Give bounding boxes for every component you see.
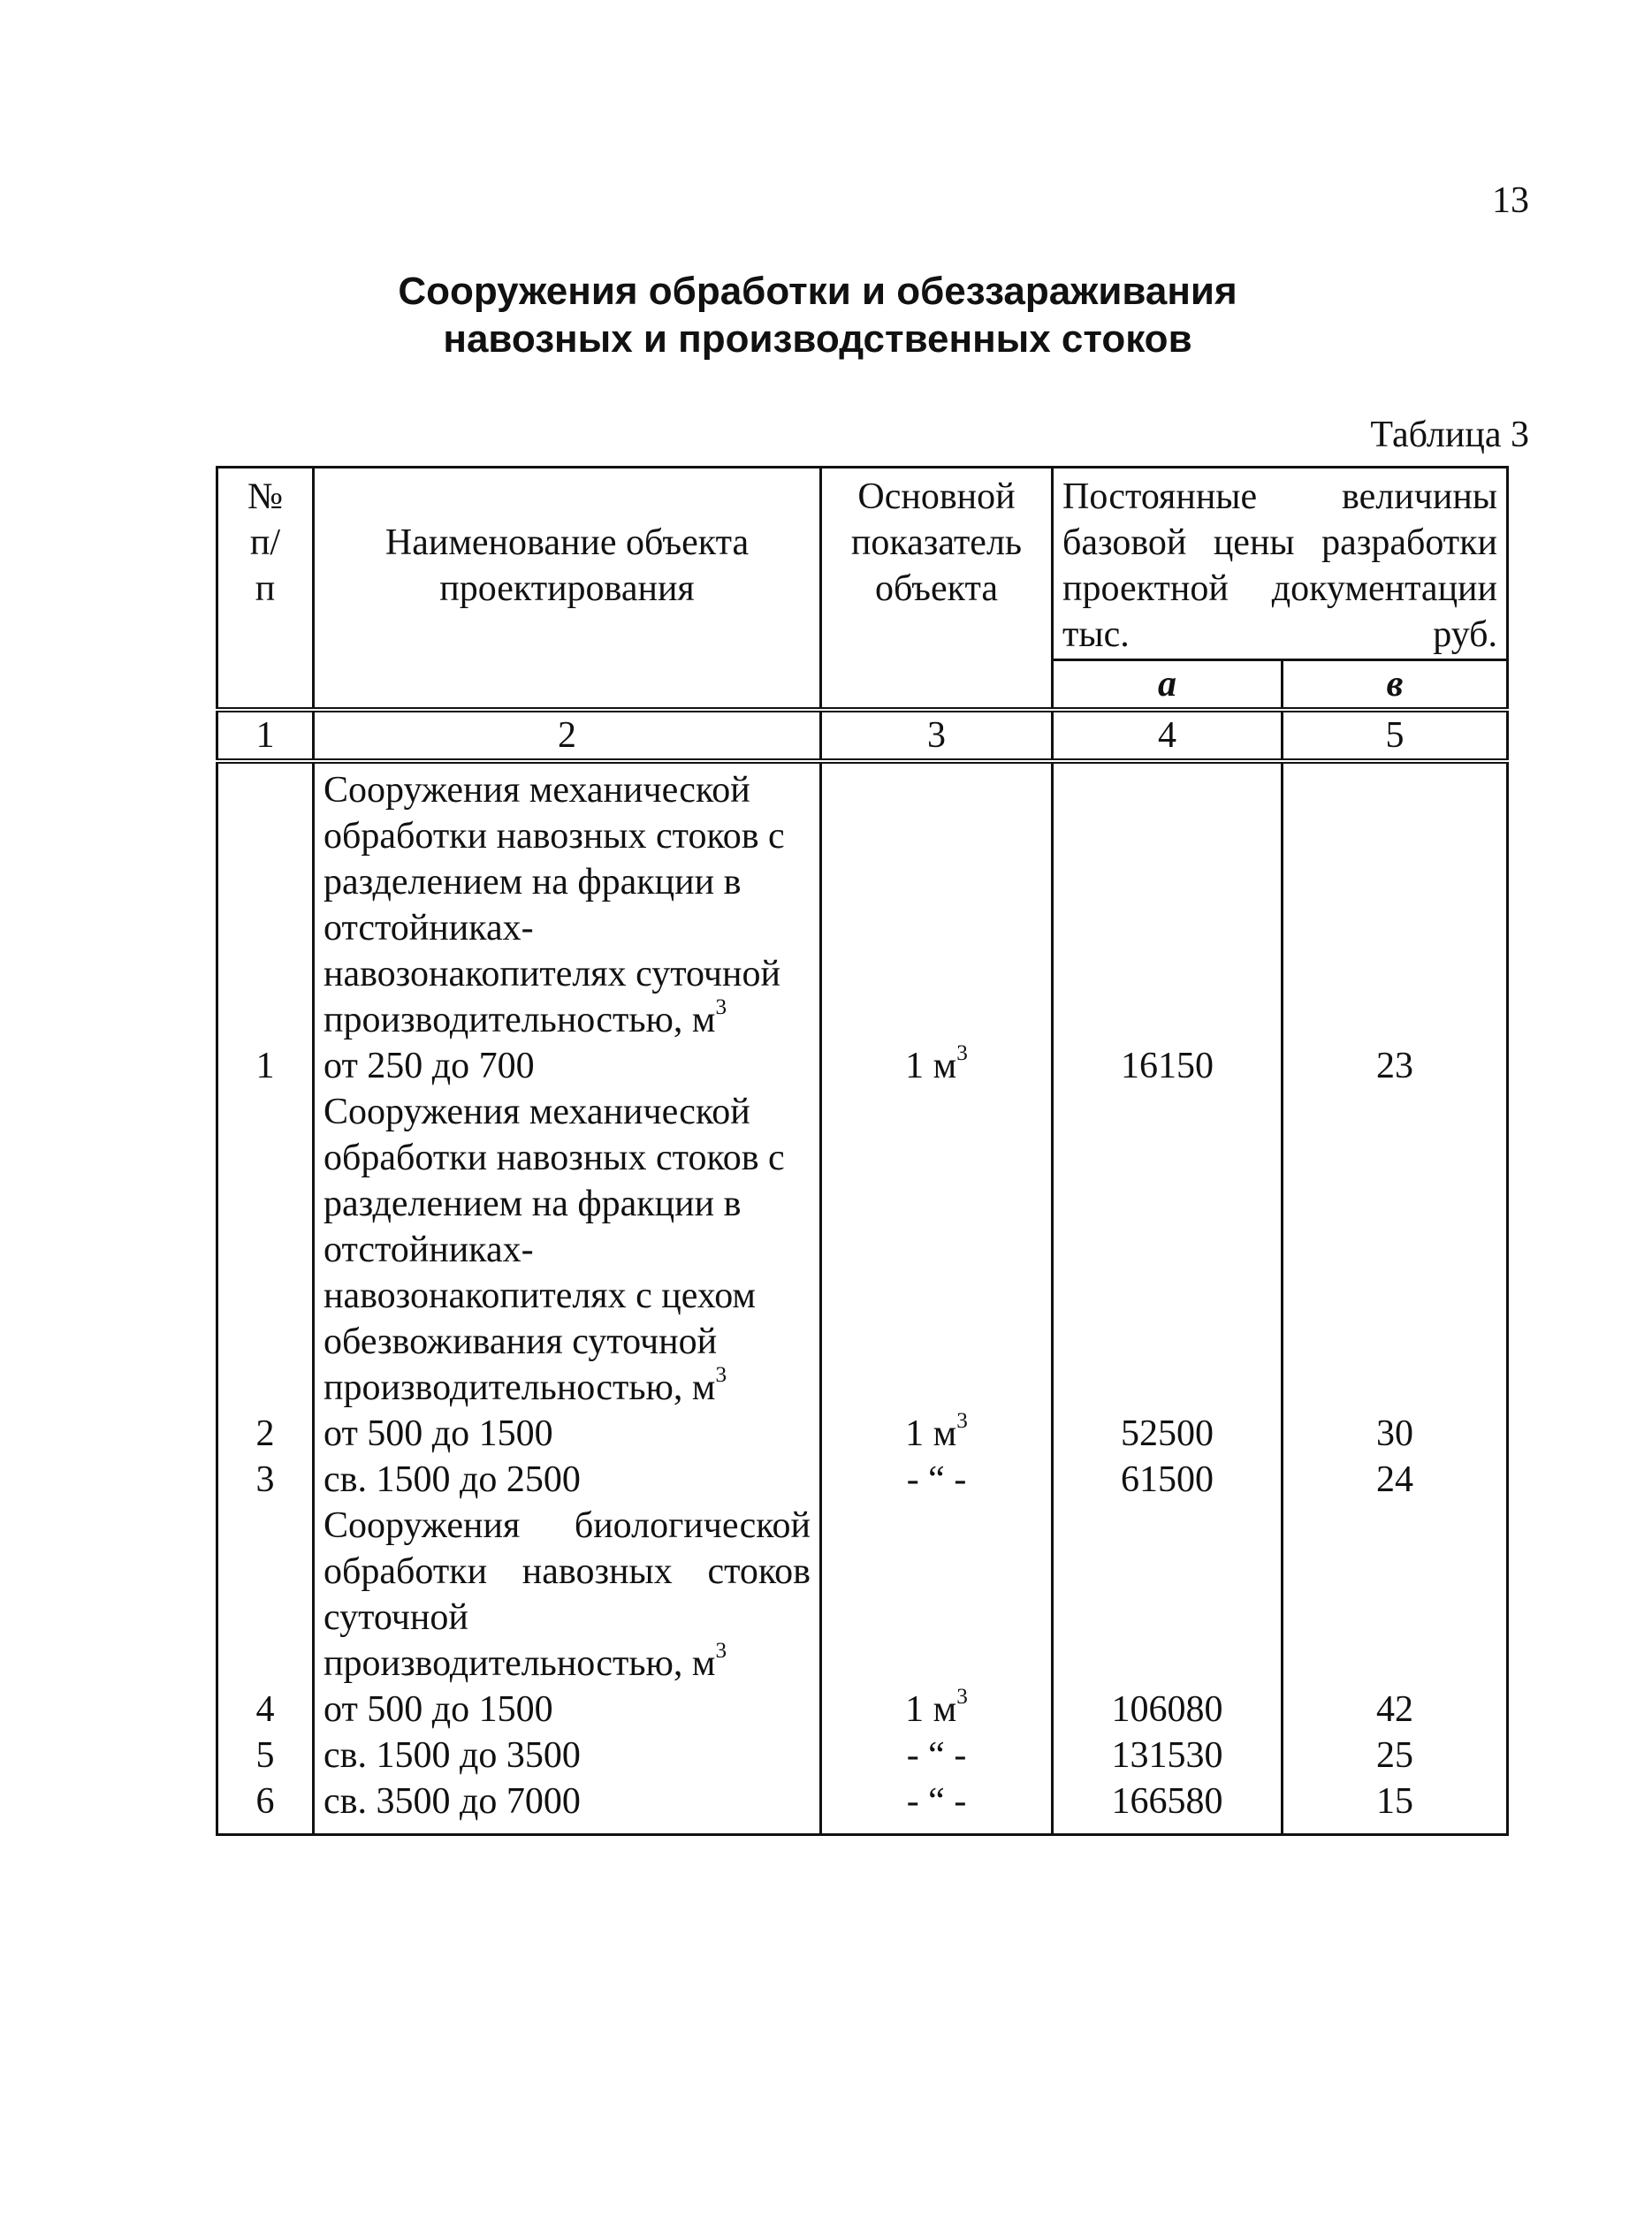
header-base-price: Постоянные величины базовой цены разработки проектной документации тыс. руб. (1053, 468, 1508, 660)
column-number-4: 4 (1053, 710, 1283, 761)
row-number: 5 (217, 1733, 314, 1778)
row-range: от 500 до 1500 (314, 1687, 821, 1733)
document-title (212, 268, 1423, 362)
row-unit: - “ - (821, 1778, 1053, 1835)
row-value-b: 15 (1283, 1778, 1508, 1835)
row-unit: - “ - (821, 1733, 1053, 1778)
row-unit: 1 $м^3$ (821, 1043, 1053, 1089)
header-object-name: Наименование объекта проектирования (314, 468, 821, 711)
header-sub-b: в (1283, 659, 1508, 710)
table-row (217, 1043, 1508, 1089)
table-row (217, 1457, 1508, 1503)
row-value-a: 131530 (1053, 1733, 1283, 1778)
group-description-text: Сооружения биологической обработки навозных стоков суточной производительностью, $м^3$ (324, 1505, 811, 1684)
row-value-a: 166580 (1053, 1778, 1283, 1835)
row-unit: - “ - (821, 1457, 1053, 1503)
row-value-a: 52500 (1053, 1411, 1283, 1457)
group-description (314, 1089, 821, 1411)
row-range: св. 1500 до 3500 (314, 1733, 821, 1778)
row-unit: 1 $м^3$ (821, 1411, 1053, 1457)
row-value-a: 106080 (1053, 1687, 1283, 1733)
price-table (216, 466, 1509, 1836)
row-range: от 250 до 700 (314, 1043, 821, 1089)
table-row (217, 1778, 1508, 1835)
group-description-text: Сооружения механической обработки навозных стоков с разделением на фракции в отстойниках-навозонакопителях суточной производительностью, $м^3$ (324, 770, 785, 1040)
row-range: от 500 до 1500 (314, 1411, 821, 1457)
document-title-line-1: Сооружения обработки и обеззараживания (398, 270, 1237, 313)
row-value-a: 16150 (1053, 1043, 1283, 1089)
row-value-b: 25 (1283, 1733, 1508, 1778)
header-main-indicator: Основной показатель объекта (821, 468, 1053, 711)
column-number-3: 3 (821, 710, 1053, 761)
header-sub-a: а (1053, 659, 1283, 710)
row-number: 2 (217, 1411, 314, 1457)
document-title-line-2: навозных и производственных стоков (443, 316, 1192, 361)
row-value-b: 24 (1283, 1457, 1508, 1503)
table-caption: Таблица 3 (1370, 415, 1529, 455)
group-heading-row (217, 1089, 1508, 1411)
group-heading-row (217, 761, 1508, 1043)
row-number: 3 (217, 1457, 314, 1503)
group-description-text: Сооружения механической обработки навозных стоков с разделением на фракции в отстойниках-навозонакопителях с цехом обезвоживания суточной производительностью, $м^3$ (324, 1092, 785, 1408)
row-value-b: 30 (1283, 1411, 1508, 1457)
row-value-b: 23 (1283, 1043, 1508, 1089)
group-description (314, 1503, 821, 1687)
row-value-b: 42 (1283, 1687, 1508, 1733)
table-row (217, 1411, 1508, 1457)
table-row (217, 1687, 1508, 1733)
row-unit: 1 $м^3$ (821, 1687, 1053, 1733)
page-number: 13 (1492, 180, 1529, 221)
group-heading-row (217, 1503, 1508, 1687)
group-description (314, 761, 821, 1043)
column-number-1: 1 (217, 710, 314, 761)
row-number: 1 (217, 1043, 314, 1089)
row-number: 6 (217, 1778, 314, 1835)
row-value-a: 61500 (1053, 1457, 1283, 1503)
header-number: № п/п (217, 468, 314, 711)
column-number-5: 5 (1283, 710, 1508, 761)
table-row (217, 1733, 1508, 1778)
row-range: св. 3500 до 7000 (314, 1778, 821, 1835)
column-number-2: 2 (314, 710, 821, 761)
row-number: 4 (217, 1687, 314, 1733)
row-range: св. 1500 до 2500 (314, 1457, 821, 1503)
